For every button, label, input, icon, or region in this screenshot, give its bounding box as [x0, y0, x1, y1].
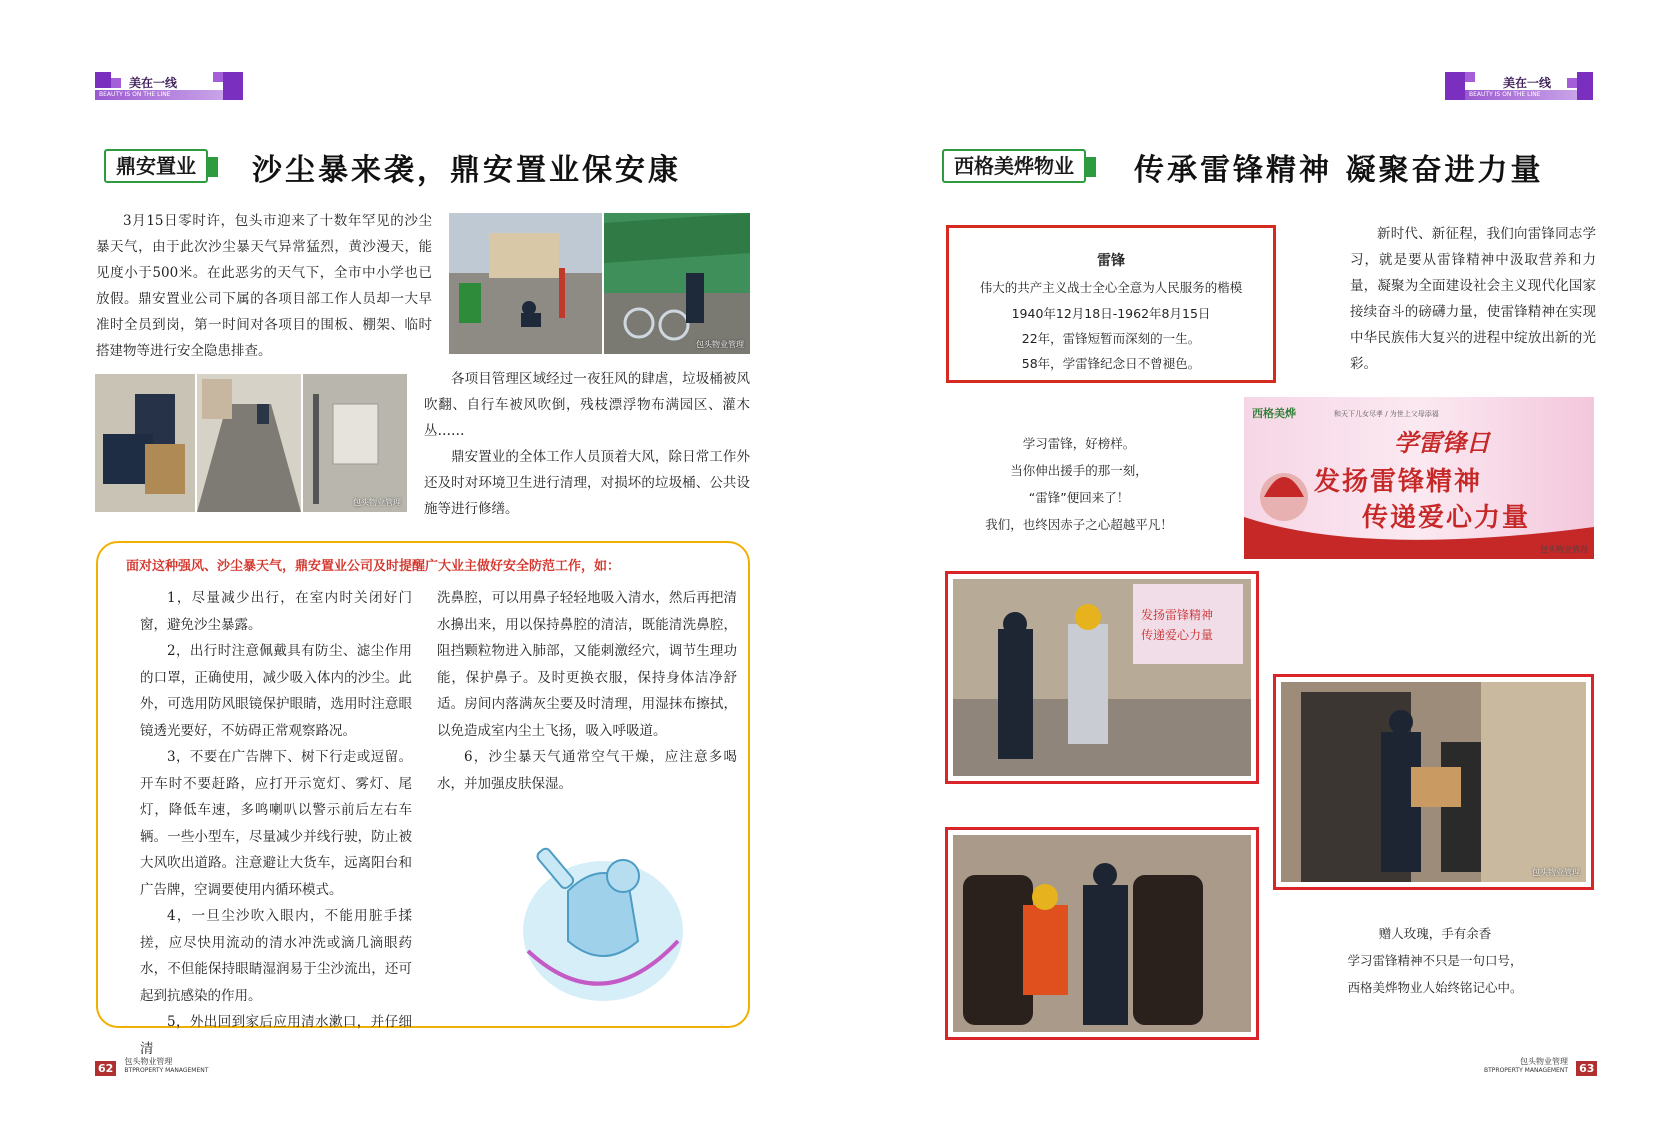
paragraph: 鼎安置业的全体工作人员顶着大风，除日常工作外还及时对环境卫生进行清理，对损坏的垃圾桶、公共设施等进行修缮。	[424, 449, 750, 517]
header-band-right	[1445, 72, 1593, 102]
header-band-left	[95, 72, 243, 102]
watermark: 包头物业管理	[1532, 868, 1580, 877]
quote-line: 我们，也终因赤子之心超越平凡！	[985, 517, 1173, 532]
photo-frame-lobby	[945, 571, 1259, 784]
photo-bikes	[604, 213, 750, 354]
tip-item: 4，一旦尘沙吹入眼内，不能用脏手揉搓，应尽快用流动的清水冲洗或滴几滴眼药水，不但能保持眼睛湿润易于尘沙流出，还可起到抗感染的作用。	[140, 908, 412, 1004]
photo-cleanup	[449, 213, 602, 354]
lei-feng-day-banner	[1244, 397, 1594, 559]
quote-block	[1271, 920, 1599, 1001]
section-sub: BEAUTY IS ON THE LINE	[95, 90, 223, 100]
banner-line: 传递爱心力量	[1362, 503, 1531, 533]
lei-feng-line: 伟大的共产主义战士全心全意为人民服务的楷模	[979, 280, 1243, 295]
photo-frame-chairs	[945, 827, 1259, 1040]
safety-heading: 面对这种强风、沙尘暴天气，鼎安置业公司及时提醒广大业主做好安全防范工作，如：	[126, 559, 621, 574]
company-tag: 鼎安置业	[104, 149, 208, 183]
photo-utility	[303, 374, 407, 512]
svg-text:传递爱心力量: 传递爱心力量	[1141, 628, 1214, 642]
svg-text:发扬雷锋精神: 发扬雷锋精神	[1141, 608, 1214, 622]
footer-left	[95, 1057, 208, 1076]
watermark: 包头物业管理	[696, 340, 744, 349]
tips-column-2	[437, 585, 737, 797]
quote-line: “雷锋”便回来了！	[1028, 490, 1130, 505]
tip-item: 5，外出回到家后应用清水漱口，并仔细清	[140, 1014, 412, 1057]
paragraph: 各项目管理区域经过一夜狂风的肆虐，垃圾桶被风吹翻、自行车被风吹倒，残枝漂浮物布满园区、灌木丛……	[424, 371, 750, 439]
banner-logo: 西格美烨	[1252, 407, 1296, 420]
photo-frame-elevator	[1273, 674, 1594, 890]
footer-right	[1484, 1057, 1597, 1076]
tip-item: 3，不要在广告牌下、树下行走或逗留。开车时不要赶路，应打开示宽灯、雾灯、尾灯，降低车速，多鸣喇叭以警示前后左右车辆。一些小型车，尽量减少并线行驶，防止被大风吹出道路。注意避让大货车，远离阳台和广告牌，空调要使用内循环模式。	[140, 749, 412, 898]
page-number: 63	[1576, 1061, 1597, 1076]
banner-line: 发扬雷锋精神	[1314, 467, 1483, 497]
banner-slogan: 学雷锋日	[1394, 428, 1490, 457]
banner-top-text: 和天下儿女尽孝 / 为世上父母添福	[1334, 410, 1439, 418]
quote-line: 西格美烨物业人始终铭记心中。	[1347, 980, 1523, 995]
quote-line: 学习雷锋，好榜样。	[1022, 436, 1136, 451]
right-page	[838, 0, 1677, 1146]
lei-feng-line: 1940年12月18日-1962年8月15日	[1011, 306, 1211, 321]
quote-block	[960, 430, 1198, 538]
section-sub: BEAUTY IS ON THE LINE	[1465, 90, 1577, 100]
magazine-name: 包头物业管理	[1520, 1057, 1568, 1066]
article-title: 沙尘暴来袭，鼎安置业保安康	[252, 153, 681, 188]
paragraph: 3月15日零时许，包头市迎来了十数年罕见的沙尘暴天气，由于此次沙尘暴天气异常猛烈，黄沙漫天，能见度小于500米。在此恶劣的天气下，全市中小学也已放假。鼎安置业公司下属的各项目部工作人员却一大早准时全员到岗，第一时间对各项目的围板、棚架、临时搭建物等进行安全隐患排查。	[96, 213, 432, 359]
paragraph: 新时代、新征程，我们向雷锋同志学习，就是要从雷锋精神中汲取营养和力量，凝聚为全面建设社会主义现代化国家接续奋斗的磅礴力量，使雷锋精神在实现中华民族伟大复兴的进程中绽放出新的光彩。	[1350, 226, 1596, 372]
safety-tips-box	[96, 541, 750, 1057]
tip-item: 洗鼻腔，可以用鼻子轻轻地吸入清水，然后再把清水擤出来，用以保持鼻腔的清洁，既能清洗鼻腔，阻挡颗粒物进入肺部，又能刺激经穴，调节生理功能，保护鼻子。及时更换衣服，保持身体洁净舒适。房间内落满灰尘要及时清理，用湿抹布擦拭，以免造成室内尘土飞扬，吸入呼吸道。	[437, 590, 737, 739]
page-number: 62	[95, 1061, 116, 1076]
lei-feng-line: 58年，学雷锋纪念日不曾褪色。	[1021, 356, 1201, 371]
quote-line: 学习雷锋精神不只是一句口号，	[1347, 953, 1523, 968]
photo-workers	[95, 374, 195, 512]
article-title: 传承雷锋精神 凝聚奋进力量	[1134, 153, 1544, 188]
quote-line: 当你伸出援手的那一刻，	[1010, 463, 1148, 478]
tip-item: 6，沙尘暴天气通常空气干燥，应注意多喝水，并加强皮肤保湿。	[437, 749, 737, 792]
tip-item: 2，出行时注意佩戴具有防尘、滤尘作用的口罩，正确使用，减少吸入体内的沙尘。此外，可选用防风眼镜保护眼睛，选用时注意眼镜透光要好，不妨碍正常观察路况。	[140, 643, 412, 739]
watermark: 包头物业管理	[1540, 545, 1588, 554]
magazine-name: 包头物业管理	[124, 1057, 173, 1066]
lei-feng-name: 雷锋	[1097, 253, 1125, 269]
left-page	[0, 0, 838, 1146]
lei-feng-line: 22年，雷锋短暂而深刻的一生。	[1021, 331, 1201, 346]
quote-line: 赠人玫瑰，手有余香	[1378, 926, 1492, 941]
section-label: 美在一线	[129, 76, 178, 90]
tips-column-1	[140, 585, 412, 1062]
magazine-name-en: BTPROPERTY MANAGEMENT	[1484, 1067, 1568, 1074]
watermark: 包头物业管理	[353, 498, 401, 507]
section-label: 美在一线	[1503, 76, 1552, 90]
drinking-water-illustration	[508, 831, 698, 1011]
tip-item: 1，尽量减少出行，在室内时关闭好门窗，避免沙尘暴露。	[140, 590, 412, 633]
photo-path	[197, 374, 301, 512]
magazine-name-en: BTPROPERTY MANAGEMENT	[124, 1067, 209, 1074]
company-tag: 西格美烨物业	[942, 149, 1086, 183]
lei-feng-box	[946, 225, 1276, 383]
